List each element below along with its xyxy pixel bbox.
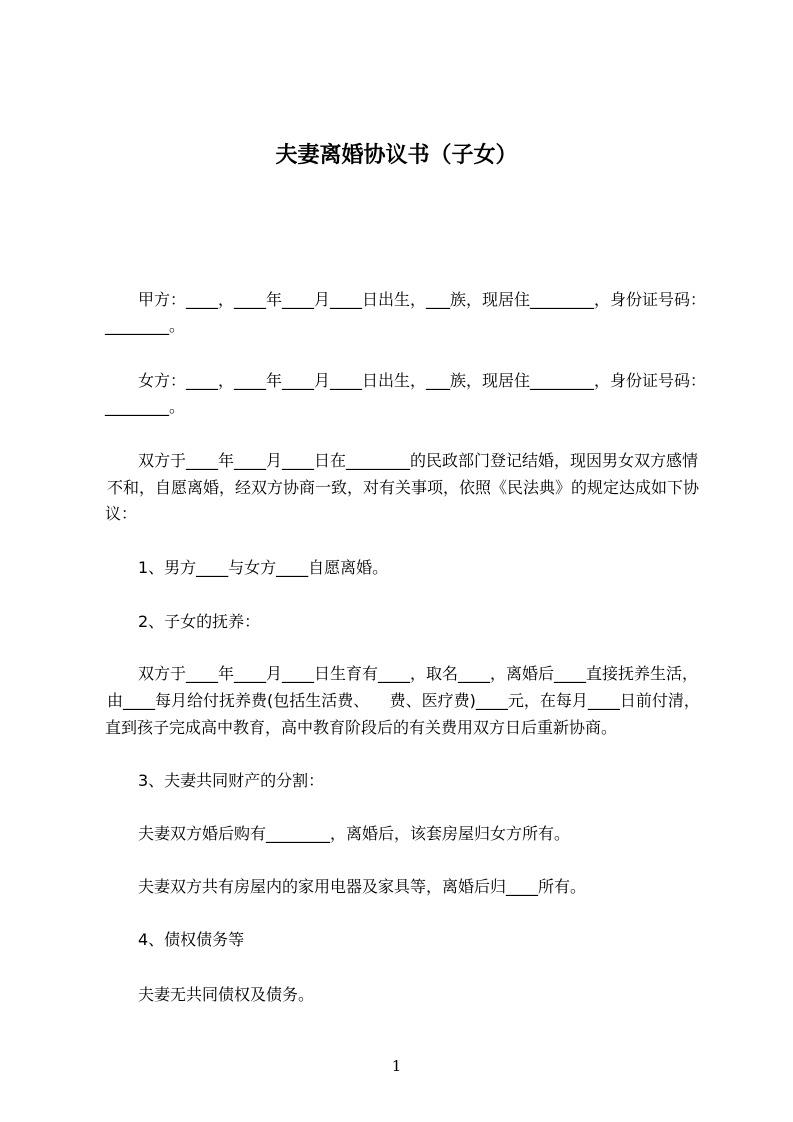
clause-3-house: 夫妻双方婚后购有________，离婚后，该套房屋归女方所有。 <box>138 824 571 843</box>
document-title: 夫妻离婚协议书（子女） <box>275 143 518 168</box>
clause-2-line-3: 直到孩子完成高中教育，高中教育阶段后的有关费用双方日后重新协商。 <box>105 718 618 737</box>
marriage-line-3: 议： <box>105 504 138 523</box>
clause-4-text: 夫妻无共同债权及债务。 <box>138 985 315 1004</box>
party-a-line-1: 甲方：____，____年____月____日出生，___族，现居住________，身份证号码： <box>138 290 707 309</box>
page-number: 1 <box>391 1057 402 1075</box>
clause-3-heading: 3、夫妻共同财产的分割： <box>138 771 325 790</box>
party-a-line-2: ________。 <box>105 316 186 335</box>
party-b-line-2: ________。 <box>105 397 186 416</box>
clause-3-furniture: 夫妻双方共有房屋内的家用电器及家具等，离婚后归____所有。 <box>138 877 587 896</box>
clause-1: 1、男方____与女方____自愿离婚。 <box>138 558 389 577</box>
clause-2-heading: 2、子女的抚养： <box>138 612 261 631</box>
marriage-line-2: 不和，自愿离婚，经双方协商一致，对有关事项，依照《民法典》的规定达成如下协 <box>107 478 700 497</box>
clause-2-line-2: 由____每月给付抚养费(包括生活费、 费、医疗费)____元，在每月____日前付清， <box>107 691 700 710</box>
clause-2-line-1: 双方于____年____月____日生育有____，取名____，离婚后____直接抚养生活， <box>138 664 699 683</box>
marriage-line-1: 双方于____年____月____日在________的民政部门登记结婚，现因男女双方感情 <box>138 451 699 470</box>
clause-4-heading: 4、债权债务等 <box>138 930 245 949</box>
party-b-line-1: 女方：____，____年____月____日出生，___族，现居住________，身份证号码： <box>138 371 707 390</box>
